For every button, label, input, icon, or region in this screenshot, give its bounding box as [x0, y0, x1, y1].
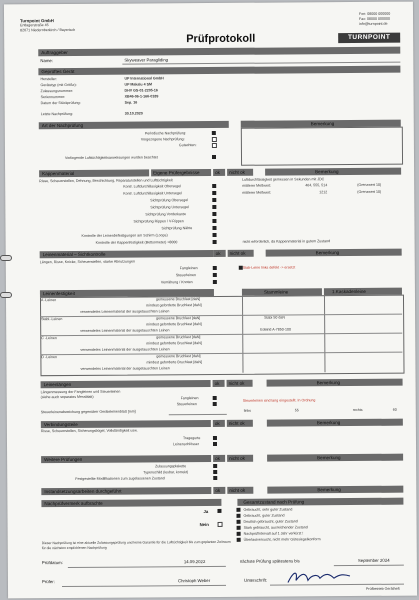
- checkbox[interactable]: [213, 470, 217, 474]
- steuer-rechts[interactable]: 60: [392, 407, 397, 412]
- checkbox[interactable]: [237, 532, 241, 536]
- section-leinen: Leinenmaterial – Sichtkontrolle: [40, 250, 214, 258]
- checkbox[interactable]: [213, 436, 217, 440]
- nicht-ok-header: nicht ok: [227, 455, 253, 462]
- kappe-sub: Risse, Scheuerstellen, Dehnung, Beschichtung, Reparaturstellen und Lufttüchtigkeit: [39, 178, 173, 184]
- contact-phone: Fax: 08000 000000: [359, 16, 391, 21]
- eigene-header: Eigene Prüfergebnisse: [151, 169, 211, 176]
- device-label: Datum der Stückprüfung:: [40, 100, 81, 106]
- letzte-label: Letzte Nachprüfung:: [40, 111, 74, 117]
- checkbox[interactable]: [212, 155, 216, 159]
- pruefdatum-value[interactable]: 14.09.2022: [183, 559, 206, 565]
- stabi-value[interactable]: Stabi 50 daN: [264, 315, 285, 320]
- group-row: gemessene Bruchlast [daN]: [155, 297, 201, 302]
- leinen-sub: Längen, Risse, Knicke, Scheuerstellen, starke Abnutzungen: [39, 259, 136, 265]
- device-value[interactable]: DHV GS-01-2205-16: [124, 88, 158, 93]
- device-label: Zulassungsnummer:: [40, 88, 74, 94]
- checkbox[interactable]: [212, 131, 216, 135]
- checkbox[interactable]: [212, 191, 216, 195]
- section-device: Geprüftes Gerät: [38, 66, 400, 76]
- gesamt-item: Deutlich gebraucht, guter Zustand: [243, 519, 298, 524]
- group-row: verwendetes Leinenmaterial der ausgetauschten Leinen: [80, 347, 170, 352]
- binder-ring: [0, 255, 12, 261]
- mw2-ref: (Grenzwert 10): [357, 189, 382, 194]
- contact-email: info@turnpoint.de: [359, 21, 388, 26]
- group-row: mindest geforderte Bruchlast [daN]: [146, 360, 202, 365]
- nachp-item: Ja: [203, 509, 209, 515]
- section-verbindung: Verbindungsteile: [41, 420, 211, 428]
- letzte-value[interactable]: 30.10.2020: [124, 111, 143, 116]
- section-auftraggeber: Auftraggeber: [38, 47, 400, 57]
- steuer-links-label: links: [243, 408, 251, 413]
- pruefer-label: Prüfer:: [41, 579, 55, 585]
- checkbox[interactable]: [213, 396, 217, 400]
- steuer-links[interactable]: 55: [294, 408, 299, 413]
- gesamt-item: Stark gebraucht, ausreichender Zustand: [243, 525, 308, 530]
- checkbox[interactable]: [212, 198, 216, 202]
- checkbox[interactable]: [213, 240, 217, 244]
- mw1-label: mittlerer Meßwert:: [242, 183, 272, 188]
- verb-item: Tragegurte: [182, 436, 201, 441]
- bemerkung-box[interactable]: [241, 127, 403, 166]
- mw2-values[interactable]: 1212: [319, 190, 328, 195]
- stammleine-header: Stammleine: [242, 288, 322, 296]
- checkbox[interactable]: [213, 402, 217, 406]
- device-value[interactable]: UP Makalu 4 SM: [124, 82, 153, 87]
- device-label: Gerätetyp (mit Größe):: [40, 82, 77, 88]
- laengen-sub: Längenmessung der Fangleinen und Steuerleinen: [40, 389, 121, 395]
- unterschrift-label: Unterschrift:: [243, 577, 268, 583]
- checkbox[interactable]: [212, 184, 216, 188]
- binder-ring: [0, 292, 12, 298]
- device-value[interactable]: XB46-06-1-166-0189: [124, 94, 159, 99]
- section-art: Art der Nachprüfung: [39, 121, 229, 129]
- mw1-ref: (Grenzwert 10): [357, 182, 382, 187]
- leinen-item: Steuerleinen: [175, 273, 197, 278]
- contact-fax: Fon: 08000 000000: [358, 11, 391, 16]
- laengen-item: Steuerleinen: [176, 402, 197, 407]
- section-nachpruef: Nachprüfvermerk aufbrachte: [41, 499, 221, 507]
- ok-header: ok: [213, 380, 225, 387]
- weitere-item: Festgestellte Modifikationen zum zugelassenen Zustand: [75, 476, 165, 481]
- leinen-note[interactable]: Stab-Leine links defekt -> ersetzt: [242, 265, 296, 270]
- device-value[interactable]: UP International GmbH: [124, 76, 164, 81]
- nicht-ok-header: nicht ok: [227, 420, 253, 427]
- kaskade-header: 1.Kaskadenleine: [324, 288, 402, 296]
- laengen-item: Fangleinen: [180, 396, 199, 401]
- footer-note: Dieser Nachprüfung ist eine aktuelle Zulassungsprüfung und keine Garantie für die Lufttüchtigkeit bis zum geplanten Zeitraum für die nächsten empfohlenen Nachprüfung: [41, 539, 231, 550]
- group-row: gemessene Bruchlast [daN]: [156, 335, 201, 340]
- section-weitere: Weitere Prüfungen: [41, 455, 211, 463]
- ok-header: ok: [214, 250, 226, 257]
- checkbox[interactable]: [217, 509, 221, 513]
- kappe-item: Sichtprüfung Nähte: [161, 226, 193, 231]
- group-label: C -Leinen: [41, 336, 57, 341]
- device-value[interactable]: Sep. 16: [124, 100, 138, 105]
- checkbox[interactable]: [237, 526, 241, 530]
- art-item: Periodische Nachprüfung:: [144, 131, 187, 136]
- bemerkung-verbindung: Bemerkung: [267, 419, 403, 427]
- checkbox[interactable]: [212, 212, 216, 216]
- company-logo: TURNPOINT: [338, 33, 400, 43]
- pruefer-value[interactable]: Christoph Weber: [177, 578, 211, 584]
- group-label: A -Leinen: [40, 298, 57, 303]
- checkbox[interactable]: [236, 508, 240, 512]
- nicht-ok-header: nicht ok: [227, 487, 253, 494]
- kappe-item: Sichtprüfung Untersegel: [150, 205, 189, 210]
- customer-label: Name:: [40, 58, 53, 64]
- kappe-checkboxes: [4, 2, 413, 5]
- ok-header: ok: [213, 455, 225, 462]
- page-title: Prüfprotokoll: [186, 32, 256, 46]
- stabi-value[interactable]: Edelrid A-7850-100: [260, 327, 292, 332]
- section-gesamt: Gesamtzustand nach Prüfung: [237, 498, 403, 506]
- nicht-ok-header: nicht ok: [227, 169, 253, 176]
- bemerkung-kappe: Bemerkung: [265, 168, 401, 176]
- checkbox[interactable]: [213, 266, 217, 270]
- checkbox[interactable]: [212, 205, 216, 209]
- group-row: mindest geforderte Bruchlast [daN]: [146, 322, 202, 327]
- kappe-remark: Luftdurchlässigkeit gemessen in Sekunden mit JDC: [242, 177, 325, 182]
- group-row: verwendetes Leinenmaterial der ausgetauschten Leinen: [80, 366, 170, 371]
- group-row: gemessene Bruchlast [daN]: [156, 316, 201, 321]
- gesamt-item: Gebraucht, sehr guter Zustand: [243, 507, 293, 512]
- laengen-note[interactable]: Steuerleinen sind lang eingestellt. In Ordnung: [242, 398, 316, 403]
- nicht-ok-header: nicht ok: [228, 250, 254, 257]
- kappe-note[interactable]: nicht erforderlich, da Kappenmaterial in gutem Zustand: [242, 239, 331, 244]
- kappe-item: Sichtprüfung Obersegel: [150, 198, 189, 203]
- art-last: Vorliegende Lufttüchtigkeitsanweisungen wurden beachtet: [64, 155, 158, 161]
- checkbox[interactable]: [218, 522, 223, 527]
- festigkeit-table: [40, 295, 405, 377]
- group-row: gemessene Bruchlast [daN]: [156, 354, 201, 359]
- weitere-item: Typenschild (lesbar, korrekt): [143, 470, 189, 475]
- mw2-label: mittlerer Meßwert:: [242, 190, 272, 195]
- leinen-item: Fangleinen: [179, 266, 198, 271]
- group-row: verwendetes Leinenmaterial der ausgetauschten Leinen: [80, 309, 170, 314]
- group-row: mindest geforderte Bruchlast [daN]: [146, 303, 202, 308]
- kappe-item: Kontr. Luftdurchlässigkeit Untersegel: [123, 191, 182, 196]
- customer-value[interactable]: Skyweaver Paragliding: [124, 57, 169, 63]
- gesamt-item: Gebraucht, guter Zustand: [243, 513, 285, 518]
- mw1-values[interactable]: 464, 555, 514: [305, 183, 328, 188]
- device-label: Seriennummer:: [40, 95, 66, 100]
- ok-header: ok: [213, 169, 225, 176]
- protocol-sheet: [4, 2, 417, 599]
- checkbox[interactable]: [213, 464, 217, 468]
- kappe-item: Sichtprüfung Vorderkante: [145, 212, 186, 217]
- naechste-value[interactable]: September 2024: [357, 557, 390, 563]
- checkbox[interactable]: [213, 273, 217, 277]
- checkbox[interactable]: [237, 538, 241, 542]
- bemerkung-instandsetzung: Bemerkung: [267, 486, 403, 494]
- group-row: mindest geforderte Bruchlast [daN]: [146, 341, 202, 346]
- art-item: Gutachten:: [178, 143, 197, 148]
- checkbox[interactable]: [212, 226, 216, 230]
- group-label: Stabi.-Leinen: [41, 317, 63, 322]
- checkbox[interactable]: [213, 280, 217, 284]
- kappe-item: Kontrolle der Leinenbefestigungen am Schirm (Loops): [81, 233, 168, 238]
- verb-item: Leinenschlösser: [172, 442, 200, 447]
- section-festigkeit: Leinenfestigkeit: [40, 289, 214, 297]
- pruefdatum-label: Prüfdatum:: [41, 560, 63, 566]
- checkbox[interactable]: [237, 520, 241, 524]
- section-instandsetzung: Instandsetzungsarbeiten durchgeführt: [41, 487, 211, 495]
- steuer-label: Steuerleinenabweichung gegenüber Geräteleinenblatt [mm]: [40, 409, 136, 415]
- gesamt-item: Nachprüfintervall auf 1 Jahr verkürzt !: [243, 531, 304, 536]
- steuer-rechts-label: rechts: [352, 407, 363, 413]
- checkbox[interactable]: [213, 476, 217, 480]
- bemerkung-weitere: Bemerkung: [267, 454, 403, 462]
- company-name: Turnpoint GmbH: [20, 18, 54, 24]
- ok-header: ok: [213, 420, 225, 427]
- verb-sub: Risse, Scheuerstellen, Sicherungsbügel, Vollständigkeit usw.: [40, 428, 138, 434]
- checkbox[interactable]: [213, 442, 217, 446]
- group-label: D -Leinen: [41, 355, 58, 360]
- unterschrift-value: Prüfbetrieb Gerätheft: [366, 586, 400, 591]
- ok-header: ok: [213, 487, 225, 494]
- checkbox[interactable]: [236, 514, 240, 518]
- checkbox[interactable]: [212, 219, 216, 223]
- group-row: verwendetes Leinenmaterial der ausgetauschten Leinen: [80, 328, 170, 333]
- kappe-item: Kontrolle der Kappenfestigkeit (Bettsometer) >8000: [95, 240, 178, 245]
- section-laengen: Leinenlängen: [41, 380, 211, 388]
- bemerkung-art: Bemerkung: [241, 120, 401, 128]
- kappe-item: Sichtprüfung Rippen / V-Rippen: [133, 219, 184, 224]
- bemerkung-laengen: Bemerkung: [267, 379, 403, 387]
- checkbox[interactable]: [212, 137, 217, 142]
- checkbox[interactable]: [212, 143, 217, 148]
- kappe-item: Kontr. Luftdurchlässigkeit Obersegel: [123, 184, 181, 189]
- naechste-label: nächste Prüfung spätestens bis: [239, 558, 300, 564]
- art-item: Vorgezogene Nachprüfung:: [140, 137, 185, 142]
- company-city: 82071 Niederoberkirch / Bayerisch: [20, 27, 76, 33]
- company-street: Entlagerstraße 45: [20, 23, 49, 28]
- bemerkung-leinen: Bemerkung: [266, 249, 402, 257]
- leinen-item: Vernähung / Knoten: [160, 280, 193, 285]
- weitere-item: Zulassungsplakette: [155, 464, 187, 469]
- nachp-item: Nein: [199, 522, 209, 528]
- laengen-sub: (siehe auch separates Messblatt): [40, 394, 94, 400]
- checkbox[interactable]: [213, 233, 217, 237]
- section-kappe: Kappenmaterial: [39, 169, 149, 177]
- device-label: Hersteller:: [40, 77, 57, 82]
- gesamt-item: Überlastversucht, nicht mehr Gütesiegelkonform: [243, 537, 321, 542]
- nicht-ok-header: nicht ok: [227, 380, 253, 387]
